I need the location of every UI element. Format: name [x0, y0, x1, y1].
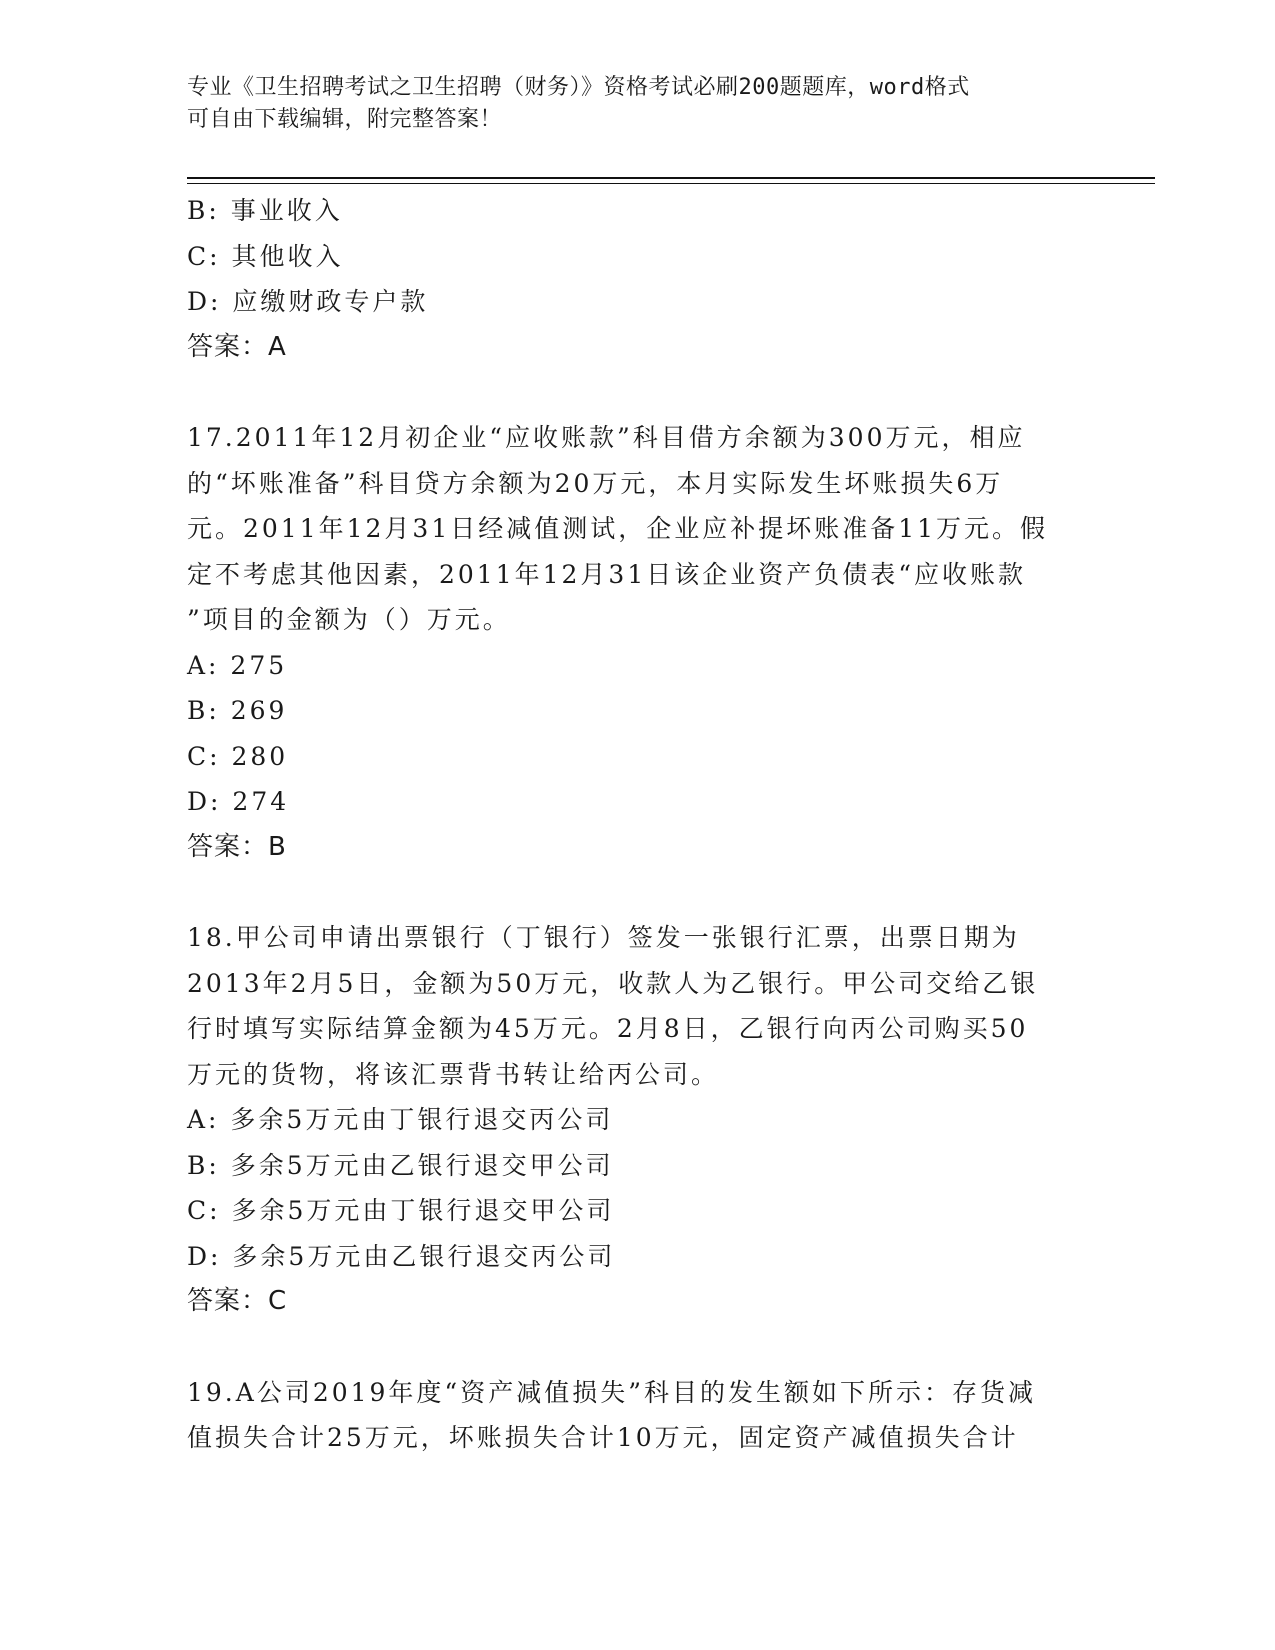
answer-label: 答案：C: [187, 1286, 288, 1316]
answer-label: 答案：A: [187, 331, 287, 362]
option-d: D: 274: [187, 787, 290, 816]
question-text-line: 万元的货物，将该汇票背书转让给丙公司。: [187, 1059, 720, 1089]
question-17: [187, 415, 1087, 870]
question-text-line: 元。2011年12月31日经减值测试，企业应补提坏账准备11万元。假: [187, 514, 1049, 543]
header-title-line-2: 可自由下载编辑，附完整答案！: [187, 107, 503, 132]
option-b: B: 多余5万元由乙银行退交甲公司: [187, 1150, 614, 1180]
prev-question-block: [187, 188, 1087, 370]
question-text-line: 19.A公司2019年度“资产减值损失”科目的发生额如下所示：存货减: [187, 1377, 1036, 1407]
option-c: C: 其他收入: [187, 241, 344, 271]
option-b: B: 269: [187, 696, 288, 725]
question-19: [187, 1370, 1087, 1461]
option-d: D: 多余5万元由乙银行退交丙公司: [187, 1241, 616, 1271]
option-d: D: 应缴财政专户款: [187, 287, 429, 316]
question-text-line: 18.甲公司申请出票银行（丁银行）签发一张银行汇票，出票日期为: [187, 923, 1020, 952]
option-a: A: 多余5万元由丁银行退交丙公司: [187, 1105, 614, 1134]
header-rule-thin: [187, 183, 1155, 184]
document-body: [187, 188, 1087, 1461]
question-18: [187, 915, 1087, 1325]
question-text-line: 行时填写实际结算金额为45万元。2月8日，乙银行向丙公司购买50: [187, 1014, 1029, 1043]
question-text-line: 2013年2月5日，金额为50万元，收款人为乙银行。甲公司交给乙银: [187, 968, 1039, 998]
question-text-line: ”项目的金额为（）万元。: [187, 605, 511, 634]
question-text-line: 的“坏账准备”科目贷方余额为20万元，本月实际发生坏账损失6万: [187, 468, 1004, 498]
answer-label: 答案：B: [187, 831, 287, 862]
question-text-line: 值损失合计25万元，坏账损失合计10万元，固定资产减值损失合计: [187, 1423, 1019, 1452]
option-b: B: 事业收入: [187, 196, 343, 225]
header-rule-thick: [187, 177, 1155, 179]
option-c: C: 280: [187, 741, 289, 771]
spacer: [187, 370, 1087, 415]
spacer: [187, 1325, 1087, 1370]
header-title-line-1: 专业《卫生招聘考试之卫生招聘（财务）》资格考试必刷200题题库，word格式: [187, 75, 970, 100]
option-a: A: 275: [187, 650, 288, 680]
spacer: [187, 870, 1087, 915]
document-header: [187, 72, 1067, 136]
option-c: C: 多余5万元由丁银行退交甲公司: [187, 1196, 615, 1225]
question-text-line: 17.2011年12月初企业“应收账款”科目借方余额为300万元，相应: [187, 423, 1026, 452]
question-text-line: 定不考虑其他因素，2011年12月31日该企业资产负债表“应收账款: [187, 559, 1027, 589]
